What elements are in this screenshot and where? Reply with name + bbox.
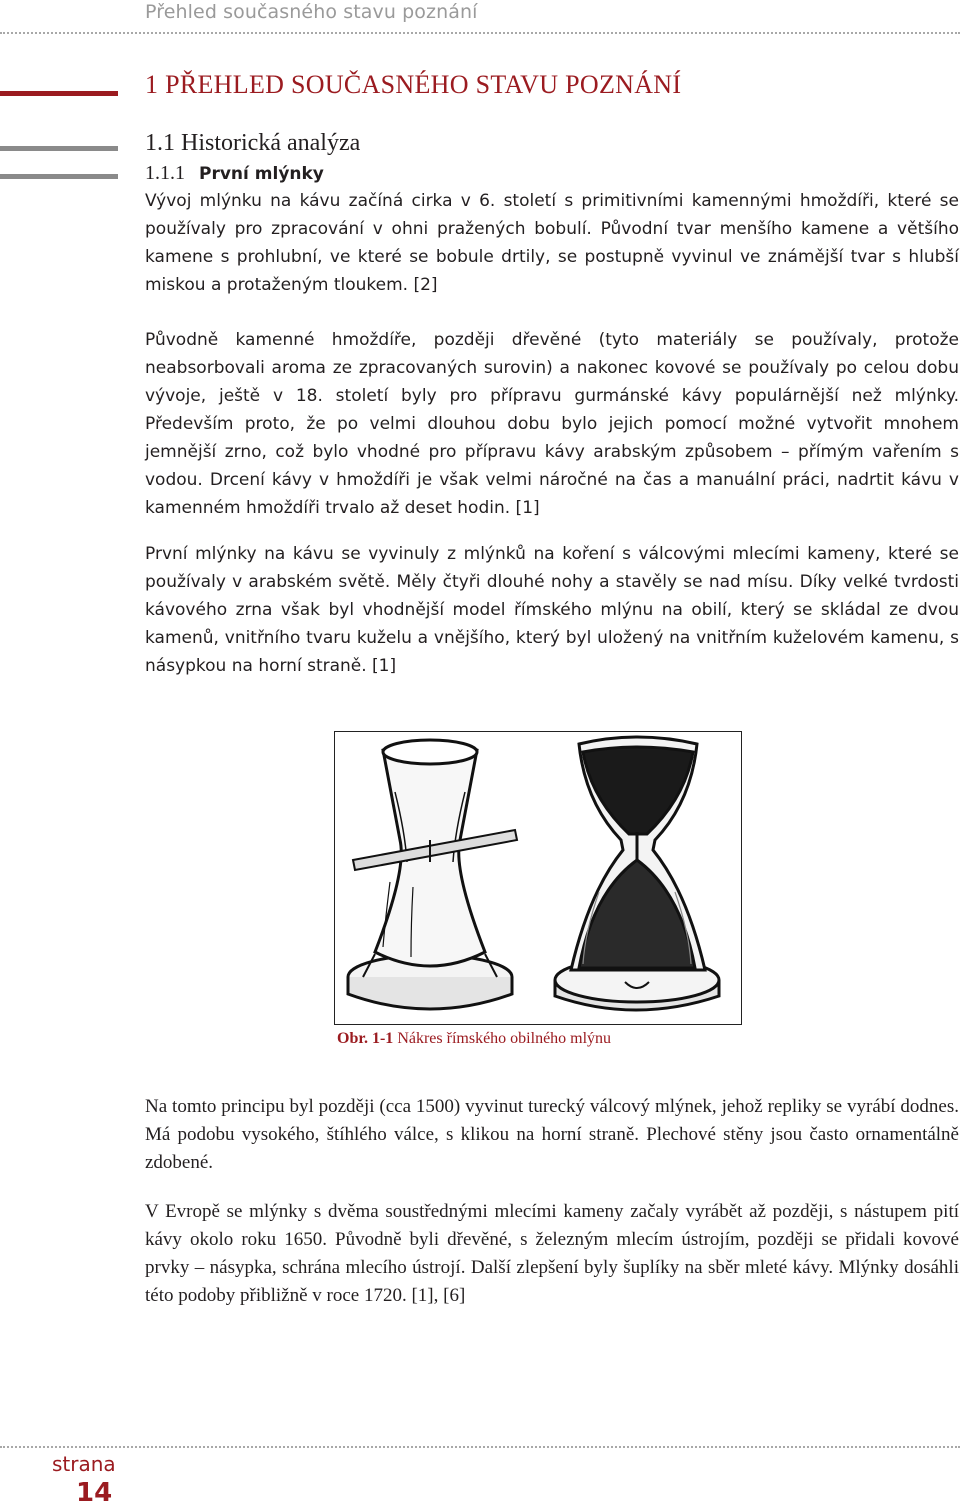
- cross-section-mill-drawing: [555, 737, 719, 1010]
- page-number: 14: [76, 1478, 113, 1508]
- subsection-number: 1.1.1: [145, 162, 185, 184]
- roman-mill-illustration: [335, 732, 741, 1024]
- footer-divider: [0, 1446, 960, 1448]
- chapter-title: 1 PŘEHLED SOUČASNÉHO STAVU POZNÁNÍ: [145, 70, 682, 99]
- header-divider: [0, 32, 960, 34]
- figure-caption-text: Nákres římského obilného mlýnu: [397, 1030, 612, 1047]
- page-label: strana: [52, 1452, 116, 1476]
- running-header: Přehled současného stavu poznání: [145, 1, 478, 23]
- subsection-title: [145, 162, 324, 185]
- figure-label: Obr. 1-1: [337, 1030, 394, 1047]
- section-title: 1.1 Historická analýza: [145, 130, 361, 156]
- paragraph-3: První mlýnky na kávu se vyvinuly z mlýnků na koření s válcovými mlecími kameny, které se používaly v arabském světě. Měly čtyři dlouhé nohy a stavěly se nad mísu. Díky velké tvrdosti kávového zrna však byl vhodnější model římského mlýnu na obilí, který se skládal ze dvou kamenů, vnitřního tvaru kuželu a vnějšího, který byl uložený na vnitřním kuželovém kamenu, s násypkou na horní straně. [1]: [145, 544, 959, 676]
- figure-roman-mill: [334, 731, 742, 1025]
- paragraph-1: Vývoj mlýnku na kávu začíná cirka v 6. století s primitivními kamennými hmoždíři, které se používaly pro zpracování v ohni pražených bobulí. Původní tvar menšího kamene a většího kamene s prohlubní, ve které se bobule drtily, se postupně vyvinul ve známější tvar s hlubší miskou a protaženým tloukem. [2]: [145, 191, 959, 295]
- figure-caption: [337, 1030, 611, 1048]
- chapter-accent-bar: [0, 91, 118, 96]
- paragraph-4: Na tomto principu byl později (cca 1500) vyvinut turecký válcový mlýnek, jehož repliky se vyrábí dodnes. Má podobu vysokého, štíhlého válce, s klikou na horní straně. Plechové stěny jsou často ornamentálně zdobené.: [145, 1096, 959, 1173]
- subsection-accent-bar: [0, 174, 118, 179]
- exterior-mill-drawing: [348, 740, 517, 1009]
- section-accent-bar: [0, 146, 118, 151]
- subsection-label: První mlýnky: [199, 164, 324, 184]
- paragraph-2: Původně kamenné hmoždíře, později dřevěné (tyto materiály se používaly, protože neabsorbovali aroma ze zpracovaných surovin) a nakonec kovové se používaly po celou dobu vývoje, ještě v 18. století byly pro přípravu gurmánské kávy populárnější než mlýnky. Především proto, že po velmi dlouhou dobu bylo jejich pomocí možné vytvořit mnohem jemnější zrno, což bylo vhodné pro přípravu kávy arabským způsobem – přímým vařením s vodou. Drcení kávy v hmoždíři je však velmi náročné na čas a manuální práci, nadrtit kávu v kamenném hmoždíři trvalo až deset hodin. [1]: [145, 330, 959, 518]
- paragraph-5: V Evropě se mlýnky s dvěma soustřednými mlecími kameny začaly vyrábět až později, s nástupem pití kávy okolo roku 1650. Původně byli dřevěné, s železným mlecím ústrojím, později se přidali kovové prvky – násypka, schrána mlecího ústrojí. Další zlepšení byly šuplíky na sběr mleté kávy. Mlýnky dosáhli této podoby přibližně v roce 1720. [1], [6]: [145, 1201, 959, 1306]
